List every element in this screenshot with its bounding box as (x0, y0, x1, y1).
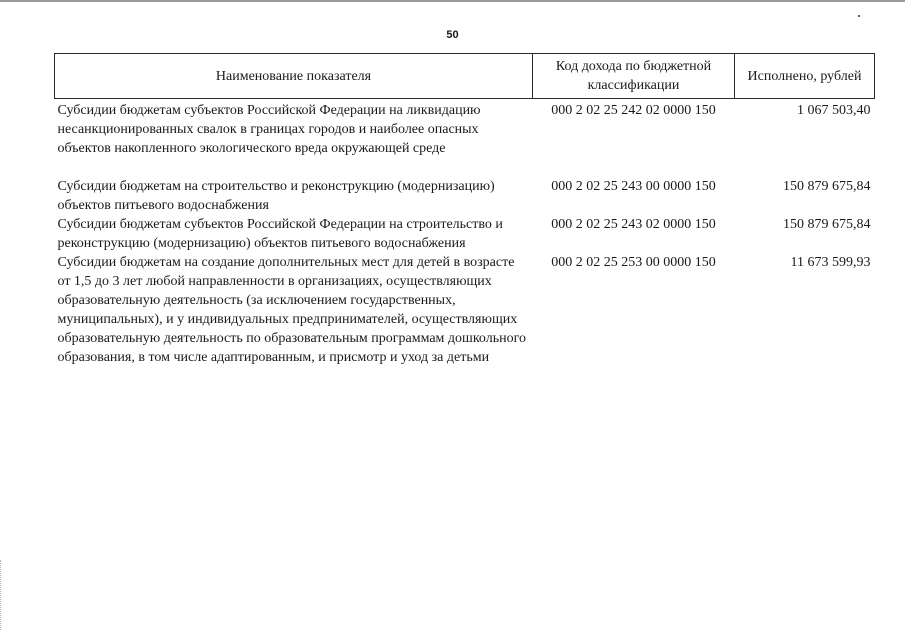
revenue-code: 000 2 02 25 253 00 0000 150 (551, 255, 716, 270)
indicator-name: Субсидии бюджетам на создание дополнительных мест для детей в возрасте от 1,5 до 3 лет любой направленности в организациях, осуществляющих образовательную деятельность (за исключением государственных, муниципальных), и у индивидуальных предпринимателей, осуществляющих образовательную деятельность по образовательным программам дошкольного образования, в том числе адаптированным, и присмотр и уход за детьми (57, 255, 526, 365)
indicator-name: Субсидии бюджетам субъектов Российской Федерации на строительство и реконструкцию (модернизацию) объектов питьевого водоснабжения (57, 217, 503, 251)
scan-left-edge-marks (0, 560, 7, 630)
executed-amount: 1 067 503,40 (797, 103, 871, 118)
table-header-row (55, 54, 875, 99)
executed-amount: 150 879 675,84 (783, 179, 871, 194)
scan-speck (858, 15, 860, 17)
executed-amount: 11 673 599,93 (790, 255, 871, 270)
table-row (55, 215, 875, 253)
column-header-amount: Исполнено, рублей (735, 54, 875, 99)
indicator-name: Субсидии бюджетам субъектов Российской Федерации на ликвидацию несанкционированных свалок в границах городов и наиболее опасных объектов накопленного экологического вреда окружающей среде (57, 103, 481, 156)
budget-revenue-table (54, 53, 875, 367)
indicator-name: Субсидии бюджетам на строительство и реконструкцию (модернизацию) объектов питьевого водоснабжения (57, 179, 495, 213)
table-row (55, 177, 875, 215)
page-number: 50 (446, 29, 459, 41)
column-header-name: Наименование показателя (55, 54, 533, 99)
table-row (55, 253, 875, 367)
scan-top-edge (0, 0, 905, 2)
column-header-code: Код дохода по бюджетной классификации (533, 54, 735, 99)
table-row (55, 99, 875, 178)
revenue-code: 000 2 02 25 242 02 0000 150 (551, 103, 716, 118)
revenue-code: 000 2 02 25 243 02 0000 150 (551, 217, 716, 232)
revenue-code: 000 2 02 25 243 00 0000 150 (551, 179, 716, 194)
executed-amount: 150 879 675,84 (783, 217, 871, 232)
